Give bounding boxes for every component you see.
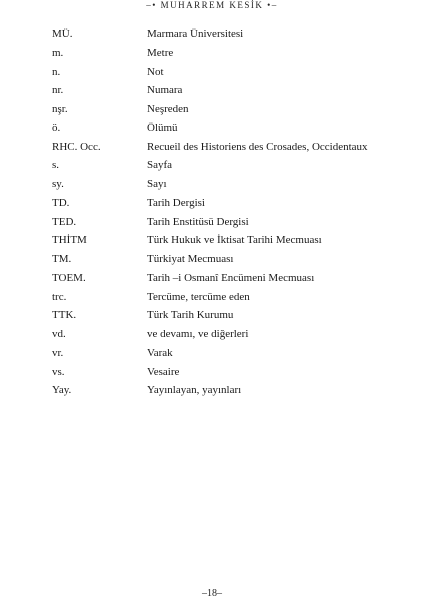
- abbreviation-row: [52, 63, 402, 82]
- abbreviation-term: Yay.: [52, 384, 72, 397]
- abbreviation-row: [52, 156, 402, 175]
- abbreviation-meaning: Ölümü: [147, 121, 178, 134]
- abbreviation-list: [52, 25, 402, 400]
- abbreviation-meaning: Metre: [147, 46, 174, 59]
- abbreviation-meaning: Türkiyat Mecmuası: [147, 253, 234, 265]
- abbreviation-meaning: Vesaire: [147, 365, 180, 378]
- abbreviation-meaning: Tarih Dergisi: [147, 196, 205, 209]
- abbreviation-term: TM.: [52, 253, 72, 265]
- abbreviation-term: TOEM.: [52, 271, 86, 284]
- abbreviation-term: m.: [52, 46, 64, 59]
- abbreviation-meaning: Varak: [147, 346, 173, 359]
- abbreviation-row: [52, 213, 402, 232]
- abbreviation-meaning: Neşreden: [147, 103, 189, 115]
- abbreviation-row: [52, 306, 402, 325]
- abbreviation-term: TED.: [52, 215, 77, 228]
- abbreviation-meaning: Tarih –i Osmanî Encümeni Mecmuası: [147, 271, 315, 284]
- abbreviation-meaning: Sayfa: [147, 159, 173, 172]
- abbreviation-row: [52, 344, 402, 363]
- abbreviation-row: [52, 100, 402, 119]
- abbreviation-row: [52, 325, 402, 344]
- abbreviation-term: nr.: [52, 84, 64, 97]
- abbreviation-term: THİTM: [52, 234, 87, 247]
- abbreviation-term: vd.: [52, 328, 66, 340]
- abbreviation-term: MÜ.: [52, 28, 73, 40]
- abbreviation-meaning: Türk Hukuk ve İktisat Tarihi Mecmuası: [147, 234, 322, 247]
- abbreviation-row: [52, 138, 402, 157]
- running-header: –• MUHARREM KESİK •–: [146, 0, 278, 10]
- abbreviation-term: TTK.: [52, 309, 77, 322]
- abbreviation-meaning: Marmara Üniversitesi: [147, 28, 244, 40]
- abbreviation-row: [52, 363, 402, 382]
- abbreviation-meaning: Türk Tarih Kurumu: [147, 309, 234, 322]
- abbreviation-term: sy.: [52, 178, 64, 190]
- abbreviation-term: s.: [52, 159, 60, 172]
- abbreviation-meaning: Tercüme, tercüme eden: [147, 290, 250, 303]
- abbreviation-term: vr.: [52, 346, 64, 359]
- abbreviation-row: [52, 269, 402, 288]
- abbreviation-meaning: Yayınlayan, yayınları: [147, 384, 242, 397]
- abbreviation-row: [52, 25, 402, 44]
- abbreviation-row: [52, 175, 402, 194]
- abbreviation-row: [52, 119, 402, 138]
- abbreviation-row: [52, 81, 402, 100]
- abbreviation-term: trc.: [52, 290, 67, 303]
- abbreviation-meaning: Numara: [147, 84, 183, 97]
- page-number: –18–: [202, 588, 222, 599]
- abbreviation-term: RHC. Occ.: [52, 140, 101, 153]
- abbreviation-meaning: Not: [147, 65, 164, 78]
- abbreviation-meaning: Recueil des Historiens des Crosades, Occidentaux: [147, 140, 368, 153]
- abbreviation-row: [52, 44, 402, 63]
- abbreviation-row: [52, 194, 402, 213]
- abbreviation-row: [52, 231, 402, 250]
- abbreviation-term: nşr.: [52, 103, 68, 115]
- abbreviation-row: [52, 250, 402, 269]
- abbreviation-term: vs.: [52, 365, 65, 378]
- abbreviation-term: n.: [52, 65, 61, 78]
- abbreviation-term: ö.: [52, 121, 61, 134]
- abbreviation-meaning: ve devamı, ve diğerleri: [147, 328, 249, 340]
- abbreviation-meaning: Sayı: [147, 178, 167, 190]
- abbreviation-term: TD.: [52, 196, 70, 209]
- abbreviation-row: [52, 288, 402, 307]
- abbreviation-meaning: Tarih Enstitüsü Dergisi: [147, 215, 249, 228]
- abbreviation-row: [52, 381, 402, 400]
